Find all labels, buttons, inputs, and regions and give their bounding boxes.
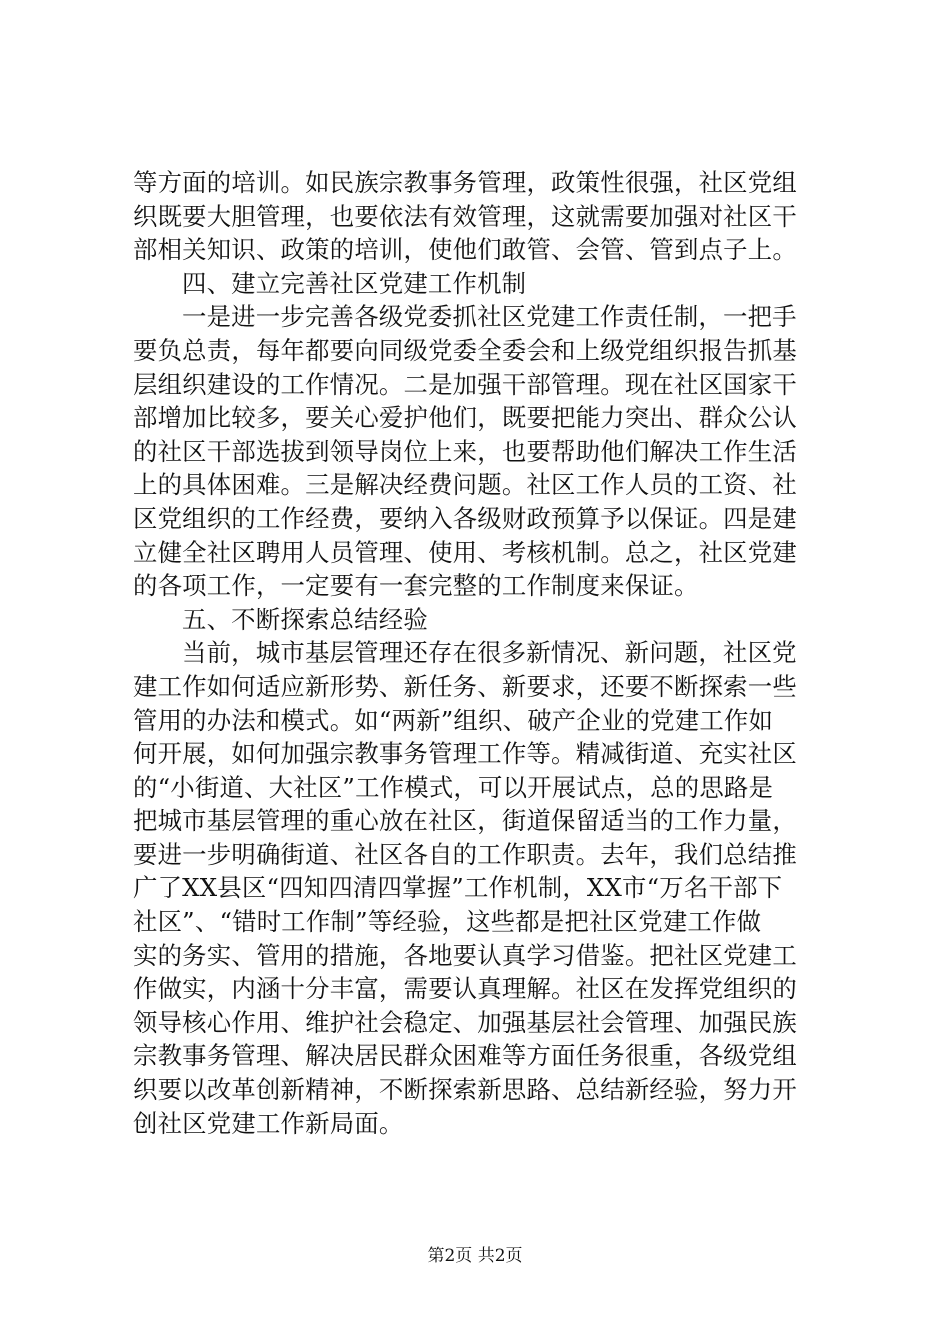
text-line: 建工作如何适应新形势、新任务、新要求，还要不断探索一些 bbox=[133, 671, 797, 701]
text-line: 把城市基层管理的重心放在社区，街道保留适当的工作力量， bbox=[133, 806, 797, 836]
paragraph-start: 一是进一步完善各级党委抓社区党建工作责任制，一把手 bbox=[182, 302, 797, 332]
text-line: 的“小街道、大社区”工作模式，可以开展试点，总的思路是 bbox=[133, 772, 774, 802]
text-line: 宗教事务管理、解决居民群众困难等方面任务很重，各级党组 bbox=[133, 1041, 797, 1071]
text-line: 的社区干部选拔到领导岗位上来，也要帮助他们解决工作生活 bbox=[133, 436, 797, 466]
text-line: 广了XX县区“四知四清四掌握”工作机制，XX市“万名干部下 bbox=[133, 873, 783, 903]
text-line: 部增加比较多，要关心爱护他们，既要把能力突出、群众公认 bbox=[133, 403, 797, 433]
text-line: 层组织建设的工作情况。二是加强干部管理。现在社区国家干 bbox=[133, 369, 797, 399]
text-line: 织既要大胆管理，也要依法有效管理，这就需要加强对社区干 bbox=[133, 201, 797, 231]
text-line: 实的务实、管用的措施，各地要认真学习借鉴。把社区党建工 bbox=[133, 940, 797, 970]
text-line: 等方面的培训。如民族宗教事务管理，政策性很强，社区党组 bbox=[133, 168, 797, 197]
document-body bbox=[133, 166, 823, 1140]
paragraph-start: 当前，城市基层管理还存在很多新情况、新问题，社区党 bbox=[182, 638, 797, 668]
text-line: 织要以改革创新精神，不断探索新思路、总结新经验，努力开 bbox=[133, 1075, 797, 1105]
text-line: 要进一步明确街道、社区各自的工作职责。去年，我们总结推 bbox=[133, 839, 797, 869]
text-line: 要负总责，每年都要向同级党委全委会和上级党组织报告抓基 bbox=[133, 335, 797, 365]
text-line: 的各项工作，一定要有一套完整的工作制度来保证。 bbox=[133, 571, 699, 601]
section-heading-5: 五、不断探索总结经验 bbox=[182, 604, 428, 634]
section-heading-4: 四、建立完善社区党建工作机制 bbox=[182, 268, 527, 298]
text-line: 上的具体困难。三是解决经费问题。社区工作人员的工资、社 bbox=[133, 470, 797, 500]
text-line: 领导核心作用、维护社会稳定、加强基层社会管理、加强民族 bbox=[133, 1007, 797, 1037]
text-line: 立健全社区聘用人员管理、使用、考核机制。总之，社区党建 bbox=[133, 537, 797, 567]
text-line: 创社区党建工作新局面。 bbox=[133, 1108, 404, 1138]
text-line: 何开展，如何加强宗教事务管理工作等。精减街道、充实社区 bbox=[133, 739, 797, 769]
text-line: 作做实，内涵十分丰富，需要认真理解。社区在发挥党组织的 bbox=[133, 974, 797, 1004]
text-line: 管用的办法和模式。如“两新”组织、破产企业的党建工作如 bbox=[133, 705, 774, 735]
text-line: 部相关知识、政策的培训，使他们敢管、会管、管到点子上。 bbox=[133, 235, 797, 265]
page-number-footer: 第2页 共2页 bbox=[427, 1246, 523, 1266]
text-line: 社区”、“错时工作制”等经验，这些都是把社区党建工作做 bbox=[133, 907, 762, 937]
text-line: 区党组织的工作经费，要纳入各级财政预算予以保证。四是建 bbox=[133, 503, 797, 533]
